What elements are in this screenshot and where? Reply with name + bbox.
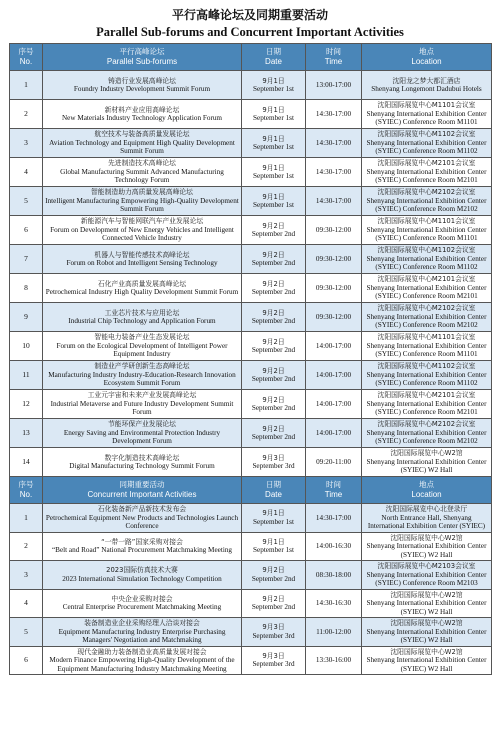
activity-row [10, 532, 492, 561]
row-number: 14 [10, 448, 43, 477]
activity-row [10, 504, 492, 533]
event-date: 9月2日 September 2nd [242, 419, 306, 448]
event-time: 09:30-12:00 [306, 303, 362, 332]
event-time: 14:30-17:00 [306, 129, 362, 158]
event-location: 沈阳国际展览中心M1101会议室 Shenyang International Exhibition Center (SYIEC) Conference Room M1101 [362, 216, 492, 245]
event-name: 装备制造业企业采购经理人洽谈对接会 Equipment Manufacturing Industry Enterprise Purchasing Managers' Negotiation and Matchmaking [43, 618, 242, 647]
event-date: 9月3日 September 3rd [242, 646, 306, 675]
event-date: 9月2日 September 2nd [242, 589, 306, 618]
event-location: 沈阳国际展览中心W2馆 Shenyang International Exhibition Center (SYIEC) W2 Hall [362, 589, 492, 618]
forum-row [10, 274, 492, 303]
row-number: 4 [10, 589, 43, 618]
header-no: 序号 No. [10, 44, 43, 71]
event-location: 沈阳国际展览中心W2馆 Shenyang International Exhibition Center (SYIEC) W2 Hall [362, 448, 492, 477]
event-name: 石化产业高质量发展高峰论坛 Petrochemical Industry High Quality Development Summit Forum [43, 274, 242, 303]
event-name: 智能电力装备产业生态发展论坛 Forum on the Ecological Development of Intelligent Power Equipment Industry [43, 332, 242, 361]
forum-row [10, 303, 492, 332]
event-date: 9月1日 September 1st [242, 100, 306, 129]
event-date: 9月3日 September 3rd [242, 618, 306, 647]
event-time: 14:00-17:00 [306, 419, 362, 448]
event-time: 14:00-17:00 [306, 332, 362, 361]
event-time: 09:30-12:00 [306, 274, 362, 303]
forum-row [10, 245, 492, 274]
event-date: 9月2日 September 2nd [242, 216, 306, 245]
forum-row [10, 390, 492, 419]
event-location: 沈阳国际展览中心M2102会议室 Shenyang International Exhibition Center (SYIEC) Conference Room M2102 [362, 419, 492, 448]
event-time: 14:00-17:00 [306, 361, 362, 390]
forum-row [10, 71, 492, 100]
event-time: 14:00-17:00 [306, 390, 362, 419]
event-name: 节能环保产业发展论坛 Energy Saving and Environmental Protection Industry Development Forum [43, 419, 242, 448]
event-location: 沈阳国际展览中心M1102会议室 Shenyang International Exhibition Center (SYIEC) Conference Room M1102 [362, 361, 492, 390]
event-name: 新能源汽车与智能网联汽车产业发展论坛 Forum on Development of New Energy Vehicles and Intelligent Connected Vehicle Industry [43, 216, 242, 245]
row-number: 5 [10, 187, 43, 216]
event-location: 沈阳国际展览中心M1101会议室 Shenyang International Exhibition Center (SYIEC) Conference Room M1101 [362, 332, 492, 361]
event-time: 14:00-16:30 [306, 532, 362, 561]
event-location: 沈阳国际展览中心W2馆 Shenyang International Exhibition Center (SYIEC) W2 Hall [362, 646, 492, 675]
event-name: 工业芯片技术与应用论坛 Industrial Chip Technology and Application Forum [43, 303, 242, 332]
event-name: 智能制造助力高质量发展高峰论坛 Intelligent Manufacturing Empowering High-Quality Development Summit Forum [43, 187, 242, 216]
forum-header-row [10, 44, 492, 71]
header2-no: 序号 No. [10, 477, 43, 504]
event-date: 9月2日 September 2nd [242, 390, 306, 419]
title-english: Parallel Sub-forums and Concurrent Important Activities [96, 25, 404, 39]
event-time: 09:30-12:00 [306, 245, 362, 274]
row-number: 12 [10, 390, 43, 419]
event-time: 14:30-17:00 [306, 504, 362, 533]
row-number: 6 [10, 216, 43, 245]
event-date: 9月1日 September 1st [242, 187, 306, 216]
header-location: 地点 Location [362, 44, 492, 71]
row-number: 1 [10, 71, 43, 100]
event-location: 沈阳国际展览中心M1102会议室 Shenyang International Exhibition Center (SYIEC) Conference Room M1102 [362, 245, 492, 274]
event-location: 沈阳国际展览中心W2馆 Shenyang International Exhibition Center (SYIEC) W2 Hall [362, 618, 492, 647]
forum-row [10, 361, 492, 390]
event-name: 2023国际仿真技术大赛 2023 International Simulation Technology Competition [43, 561, 242, 590]
row-number: 3 [10, 561, 43, 590]
row-number: 13 [10, 419, 43, 448]
event-location: 沈阳国际展览中心M2102会议室 Shenyang International Exhibition Center (SYIEC) Conference Room M2102 [362, 187, 492, 216]
forum-row [10, 216, 492, 245]
row-number: 9 [10, 303, 43, 332]
header2-activity: 同期重要活动 Concurrent Important Activities [43, 477, 242, 504]
event-time: 08:30-18:00 [306, 561, 362, 590]
event-name: 先进制造技术高峰论坛 Global Manufacturing Summit Advanced Manufacturing Technology Forum [43, 158, 242, 187]
forum-row [10, 129, 492, 158]
event-location: 沈阳国际展览中心M2101会议室 Shenyang International Exhibition Center (SYIEC) Conference Room M2101 [362, 158, 492, 187]
event-location: 沈阳国际展览中心北登录厅 North Entrance Hall, Shenyang International Exhibition Center (SYIEC) [362, 504, 492, 533]
activity-row [10, 561, 492, 590]
row-number: 11 [10, 361, 43, 390]
row-number: 2 [10, 532, 43, 561]
event-time: 14:30-17:00 [306, 100, 362, 129]
event-date: 9月1日 September 1st [242, 532, 306, 561]
forum-rows [10, 71, 492, 477]
event-date: 9月1日 September 1st [242, 504, 306, 533]
event-location: 沈阳国际展览中心M2102会议室 Shenyang International Exhibition Center (SYIEC) Conference Room M2102 [362, 303, 492, 332]
activity-rows [10, 504, 492, 675]
event-name: 工业元宇宙和未来产业发展高峰论坛 Industrial Metaverse and Future Industry Development Summit Forum [43, 390, 242, 419]
event-time: 13:30-16:00 [306, 646, 362, 675]
event-date: 9月2日 September 2nd [242, 332, 306, 361]
activity-row [10, 589, 492, 618]
event-location: 沈阳国际展览中心M2101会议室 Shenyang International Exhibition Center (SYIEC) Conference Room M2101 [362, 274, 492, 303]
event-date: 9月1日 September 1st [242, 71, 306, 100]
forum-row [10, 448, 492, 477]
forum-row [10, 158, 492, 187]
forum-row [10, 419, 492, 448]
event-name: 机器人与智能传感技术高峰论坛 Forum on Robot and Intelligent Sensing Technology [43, 245, 242, 274]
event-location: 沈阳国际展览中心M2103会议室 Shenyang International Exhibition Center (SYIEC) Conference Room M2103 [362, 561, 492, 590]
event-name: 新材料产业应用高峰论坛 New Materials Industry Technology Application Forum [43, 100, 242, 129]
row-number: 8 [10, 274, 43, 303]
event-date: 9月2日 September 2nd [242, 361, 306, 390]
event-name: 现代金融助力装备制造业高质量发展对接会 Modern Finance Empowering High-Quality Development of the Equipment Manufacturing Industry Matchmaking Meeting [43, 646, 242, 675]
title-chinese: 平行高峰论坛及同期重要活动 [171, 8, 328, 22]
event-date: 9月1日 September 1st [242, 158, 306, 187]
event-date: 9月2日 September 2nd [242, 303, 306, 332]
event-time: 11:00-12:00 [306, 618, 362, 647]
event-name: 石化装备新产品新技术发布会 Petrochemical Equipment New Products and Technologies Launch Conference [43, 504, 242, 533]
event-location: 沈阳国际展览中心M1102会议室 Shenyang International Exhibition Center (SYIEC) Conference Room M1102 [362, 129, 492, 158]
event-time: 14:30-16:30 [306, 589, 362, 618]
activity-header-row [10, 477, 492, 504]
event-time: 13:00-17:00 [306, 71, 362, 100]
event-name: 中央企业采购对接会 Central Enterprise Procurement Matchmaking Meeting [43, 589, 242, 618]
header2-time: 时间 Time [306, 477, 362, 504]
row-number: 4 [10, 158, 43, 187]
header-date: 日期 Date [242, 44, 306, 71]
header-forum: 平行高峰论坛 Parallel Sub-forums [43, 44, 242, 71]
schedule-table [9, 43, 492, 675]
header2-location: 地点 Location [362, 477, 492, 504]
row-number: 5 [10, 618, 43, 647]
event-date: 9月2日 September 2nd [242, 274, 306, 303]
event-date: 9月2日 September 2nd [242, 561, 306, 590]
event-time: 14:30-17:00 [306, 187, 362, 216]
event-location: 沈阳龙之梦大都汇酒店 Shenyang Longemont Dadubui Hotels [362, 71, 492, 100]
event-date: 9月1日 September 1st [242, 129, 306, 158]
event-date: 9月3日 September 3rd [242, 448, 306, 477]
event-time: 09:30-12:00 [306, 216, 362, 245]
forum-row [10, 187, 492, 216]
event-name: 铸造行业发展高峰论坛 Foundry Industry Development Summit Forum [43, 71, 242, 100]
activity-row [10, 618, 492, 647]
event-location: 沈阳国际展览中心M2101会议室 Shenyang International Exhibition Center (SYIEC) Conference Room M2101 [362, 390, 492, 419]
event-name: 制造业产学研创新生态高峰论坛 Manufacturing Industry Industry-Education-Research Innovation Ecosystem Summit Forum [43, 361, 242, 390]
event-time: 14:30-17:00 [306, 158, 362, 187]
row-number: 7 [10, 245, 43, 274]
activity-row [10, 646, 492, 675]
row-number: 6 [10, 646, 43, 675]
header-time: 时间 Time [306, 44, 362, 71]
row-number: 1 [10, 504, 43, 533]
row-number: 10 [10, 332, 43, 361]
header2-date: 日期 Date [242, 477, 306, 504]
event-name: “一带一路”国家采购对接会 “Belt and Road” National Procurement Matchmaking Meeting [43, 532, 242, 561]
event-time: 09:20-11:00 [306, 448, 362, 477]
event-name: 数字化制造技术高峰论坛 Digital Manufacturing Technology Summit Forum [43, 448, 242, 477]
row-number: 3 [10, 129, 43, 158]
event-location: 沈阳国际展览中心M1101会议室 Shenyang International Exhibition Center (SYIEC) Conference Room M1101 [362, 100, 492, 129]
event-date: 9月2日 September 2nd [242, 245, 306, 274]
row-number: 2 [10, 100, 43, 129]
event-location: 沈阳国际展览中心W2馆 Shenyang International Exhibition Center (SYIEC) W2 Hall [362, 532, 492, 561]
event-name: 航空技术与装备高质量发展论坛 Aviation Technology and Equipment High Quality Development Summit Forum [43, 129, 242, 158]
forum-row [10, 100, 492, 129]
forum-row [10, 332, 492, 361]
